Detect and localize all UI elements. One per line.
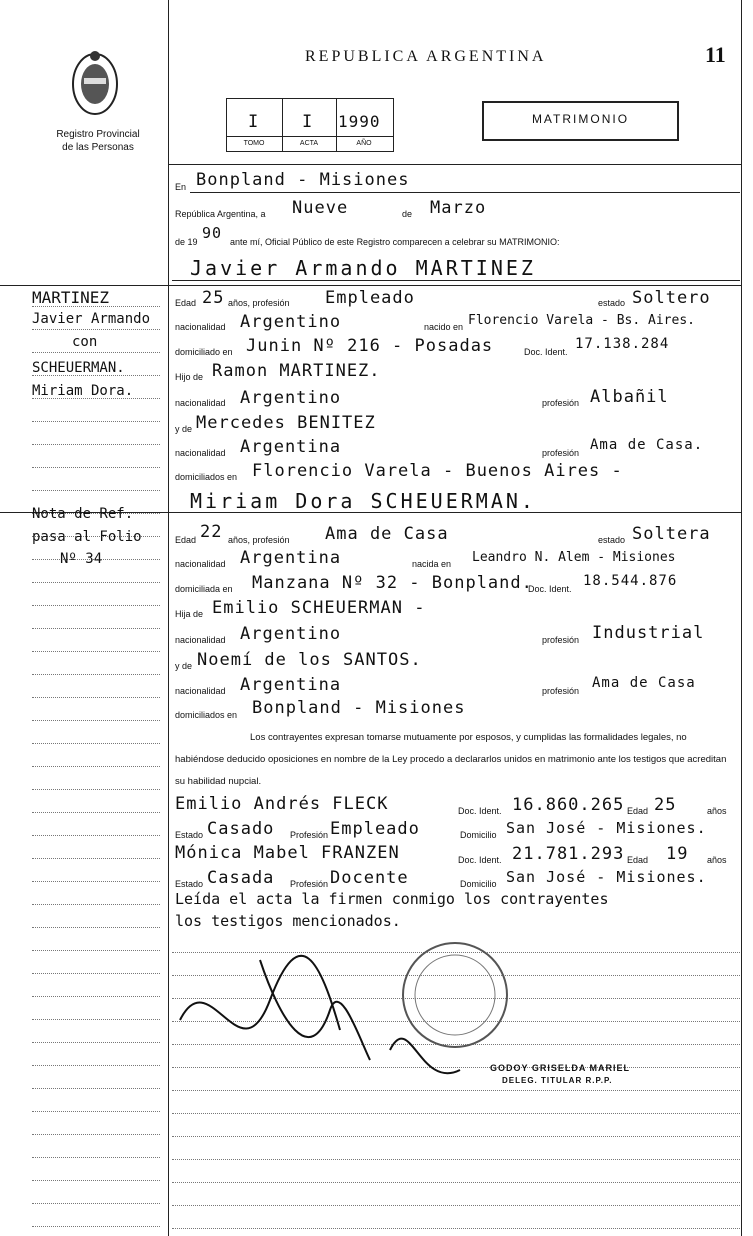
margin-dotted-line <box>32 835 160 836</box>
margin-note-folio: pasa al Folio <box>32 529 142 545</box>
page-number: 11 <box>705 42 726 67</box>
signature-scribble <box>170 940 470 1090</box>
margin-given2: Miriam Dora. <box>32 383 134 399</box>
acta-value: I <box>302 112 314 132</box>
margin-dotted-line <box>32 1019 160 1020</box>
margin-dotted-line <box>32 467 160 468</box>
stamp-name: GODOY GRISELDA MARIEL <box>490 1063 631 1073</box>
margin-dotted-line <box>32 789 160 790</box>
body-dotted-line <box>172 1205 740 1206</box>
margin-rule <box>168 0 169 1236</box>
margin-dotted-line <box>32 352 160 353</box>
margin-dotted-line <box>32 973 160 974</box>
margin-dotted-line <box>32 996 160 997</box>
margin-dotted-line <box>32 904 160 905</box>
margin-surname: MARTINEZ <box>32 288 110 307</box>
margin-dotted-line <box>32 743 160 744</box>
margin-dotted-line <box>32 950 160 951</box>
tomo-value: I <box>248 112 260 132</box>
coat-of-arms-icon <box>70 48 120 120</box>
closing-line1: Leída el acta la firmen conmigo los contrayentes <box>175 890 609 908</box>
place: Bonpland - Misiones <box>196 170 410 190</box>
margin-dotted-line <box>32 329 160 330</box>
registry-name: Registro Provincial de las Personas <box>56 129 140 153</box>
body-dotted-line <box>172 1159 740 1160</box>
margin-note-number: Nº 34 <box>60 551 103 567</box>
body-dotted-line <box>172 1113 740 1114</box>
margin-dotted-line <box>32 582 160 583</box>
margin-dotted-line <box>32 628 160 629</box>
margin-surname2: SCHEUERMAN. <box>32 360 125 376</box>
ano-value: 1990 <box>338 112 381 131</box>
margin-dotted-line <box>32 697 160 698</box>
margin-dotted-line <box>32 1134 160 1135</box>
margin-dotted-line <box>32 421 160 422</box>
closing-line2: los testigos mencionados. <box>175 912 401 930</box>
stamp-role: DELEG. TITULAR R.P.P. <box>502 1076 613 1085</box>
margin-con: con <box>72 334 98 350</box>
margin-given: Javier Armando <box>32 311 151 327</box>
margin-dotted-line <box>32 858 160 859</box>
margin-dotted-line <box>32 605 160 606</box>
day: Nueve <box>292 198 349 218</box>
record-type: MATRIMONIO <box>531 112 630 126</box>
margin-dotted-line <box>32 766 160 767</box>
margin-dotted-line <box>32 444 160 445</box>
page-title: REPUBLICA ARGENTINA <box>305 48 547 65</box>
margin-dotted-line <box>32 1157 160 1158</box>
margin-dotted-line <box>32 1088 160 1089</box>
margin-dotted-line <box>32 651 160 652</box>
legal-paragraph: Los contrayentes expresan tomarse mutuamente por esposos, y cumplidas las formalidades legales, no habiéndose deducido oposiciones en nombre de la Ley procedo a declararlos unidos en matrimonio ante los testigos que acreditan su habilidad nupcial. <box>175 732 727 787</box>
margin-dotted-line <box>32 927 160 928</box>
margin-dotted-line <box>32 1042 160 1043</box>
margin-dotted-line <box>32 490 160 491</box>
month: Marzo <box>430 198 487 218</box>
right-rule <box>741 0 742 1236</box>
groom-name: Javier Armando MARTINEZ <box>190 256 536 280</box>
body-dotted-line <box>172 1228 740 1229</box>
body-dotted-line <box>172 1136 740 1137</box>
body-dotted-line <box>172 1182 740 1183</box>
bride-name: Miriam Dora SCHEUERMAN. <box>190 489 536 513</box>
body-dotted-line <box>172 1090 740 1091</box>
margin-dotted-line <box>32 1065 160 1066</box>
margin-dotted-line <box>32 1180 160 1181</box>
margin-dotted-line <box>32 720 160 721</box>
margin-dotted-line <box>32 812 160 813</box>
margin-dotted-line <box>32 1203 160 1204</box>
margin-dotted-line <box>32 1111 160 1112</box>
margin-dotted-line <box>32 881 160 882</box>
margin-dotted-line <box>32 674 160 675</box>
margin-note: Nota de Ref. <box>32 506 134 522</box>
year: 90 <box>202 224 223 242</box>
margin-dotted-line <box>32 1226 160 1227</box>
